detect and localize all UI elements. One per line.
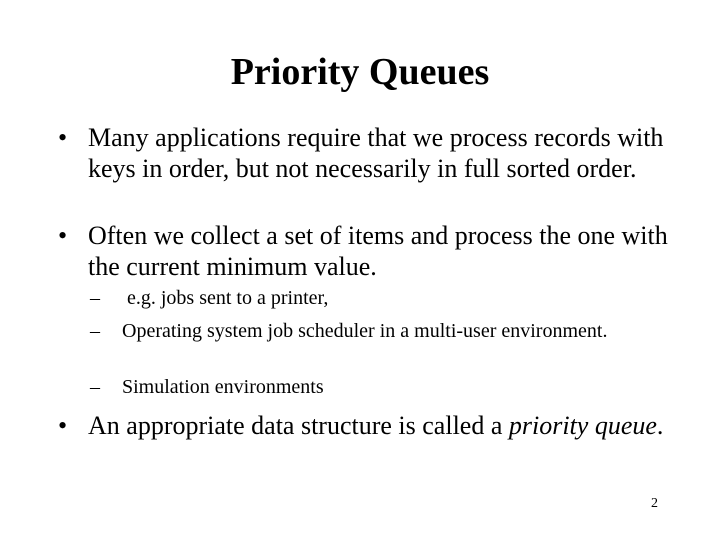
sub-marker: – [90,376,100,398]
bullet-text: Often we collect a set of items and process the one with the current minimum value. [88,221,668,281]
bullet-item [58,410,688,441]
bullet-item [58,220,688,282]
sub-text: Operating system job scheduler in a multi-user environment. [122,320,608,342]
bullet-marker: • [58,411,68,440]
sub-item [90,287,650,310]
sub-item [90,376,650,399]
bullet-item [58,122,688,184]
bullet-text-end: . [656,411,664,440]
sub-item [90,320,650,343]
slide-title: Priority Queues [230,51,490,93]
bullet-text: Many applications require that we process records with keys in order, but not necessarily in full sorted order. [88,123,664,183]
bullet-text-plain: An appropriate data structure is called a [88,411,509,440]
page-number: 2 [651,496,658,511]
sub-text: e.g. jobs sent to a printer, [122,287,329,309]
bullet-text [88,411,663,440]
bullet-text-italic: priority queue [508,411,657,440]
sub-text: Simulation environments [122,376,324,398]
bullet-marker: • [58,123,68,152]
sub-marker: – [90,320,100,342]
bullet-marker: • [58,221,68,250]
sub-marker: – [90,287,100,309]
